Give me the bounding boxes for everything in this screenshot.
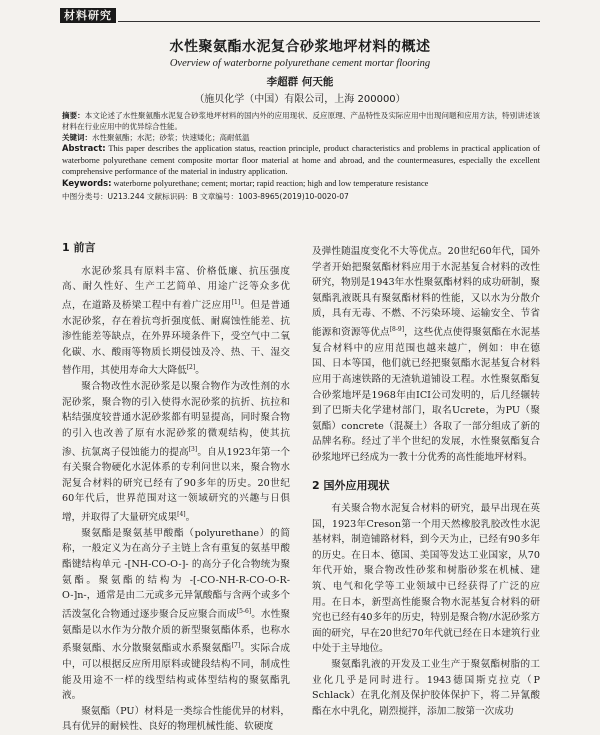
affiliation: （施贝化学（中国）有限公司，上海 200000） [194, 94, 406, 105]
keywords-en-text: waterborne polyurethane; cement; mortar; rapid reaction; high and low temperature resistance [113, 178, 429, 188]
english-title: Overview of waterborne polyurethane cement mortar flooring [169, 58, 431, 69]
paper-title: 水性聚氨酯水泥复合砂浆地坪材料的概述 [169, 39, 431, 55]
citation: [5-6] [236, 607, 252, 615]
abstract-zh-text: 本文论述了水性聚氨酯水泥复合砂浆地坪材料的国内外的应用现状、反应原理、产品特性及实际应用中出现问题和应用方法，特别讲述该材料在行业应用中的优异综合性能。 [62, 111, 541, 131]
left-column [62, 238, 290, 735]
citation: [8-9] [389, 325, 405, 333]
right-column [312, 244, 540, 719]
text-run: 。但是普通水泥砂浆，存在着抗弯折强度低、耐腐蚀性能差、抗渗性能差等缺点，在外界环境条件下，受空气中二氧化碳、水、酸雨等物质长期侵蚀及冷、热、干、湿交替作用，其使用寿命大大降低 [62, 299, 291, 377]
right-paragraph-2: 有关聚合物水泥复合材料的研究，最早出现在英国，1923年Creson第一个用天然橡胶乳胶改性水泥基材料，制造铺路材料，到今天为止，已经有90多年的历史。在日本、德国、美国等发达工业国家，从70年代开始，聚合物改性砂浆和树脂砂浆在机械、建筑、电气和化学等工业领域中已经获得了广泛的应用。在日本，新型高性能聚合物水泥基复合材料的研究也已经有40多年的历史，特别是聚合物/水泥砂浆方面的研究，早在20世纪70年代就已经在日本建筑行业中处于主导地位。 [312, 503, 540, 655]
text-run: 及弹性随温度变化不大等优点。20世纪60年代，国外学者开始把聚氨酯材料应用于水泥基复合材料的改性研究，物别是1943年水性聚氨酯材料的成功研制，聚氨酯乳液既具有聚氨酯材料的性能，又以水为分散介质，具有无毒、不燃、不污染环境、运输安全、节省能源和资源等优点 [312, 246, 540, 339]
text-run: 聚合物改性水泥砂浆是以聚合物作为改性剂的水泥砂浆，聚合物的引入使得水泥砂浆的抗折、抗拉和粘结强度较普通水泥砂浆都有明显提高，同时聚合物的引入也改善了原有水泥砂浆的微观结构，使其抗渗、抗氯离子侵蚀能力的提高 [62, 381, 290, 458]
keywords-en [62, 178, 540, 190]
citation: [3] [188, 445, 198, 453]
left-paragraph-4: 聚氨酯（PU）材料是一类综合性能优异的材料，具有优异的耐候性、良好的物理机械性能、软硬度 [62, 705, 290, 733]
right-paragraph-3: 聚氨酯乳液的开发及工业生产于聚氨酯树脂的工业化几乎是同时进行。1943德国斯克拉克（P Schlack）在乳化剂及保护胶体保护下，将二异氰酸酯在水中乳化，剧烈搅拌，添加二胺第一次成功 [312, 659, 540, 717]
keywords-zh-label: 关键词： [62, 133, 92, 142]
authors: 李超群 何天能 [266, 76, 334, 88]
keywords-zh [62, 132, 540, 143]
citation: [1] [231, 298, 241, 306]
abstract-block [62, 110, 540, 202]
keywords-en-label: Keywords: [62, 177, 112, 188]
citation: [2] [186, 364, 196, 372]
right-paragraph-1 [312, 244, 540, 466]
text-run: 。自从1923年第一个有关聚合物硬化水泥体系的专利问世以来，聚合物水泥复合材料的研究已经有了90多年的历史。20世纪60年代后，世界范围对这一领域研究的兴趣与日俱增，并取得了大量研究成果 [62, 446, 290, 524]
text-run: 。实际合成中，可以根据反应所用原料或键段结构不同，制成性能及用途不一样的线型结构或体型结构的聚氨酯乳液。 [62, 643, 291, 702]
section-tag: 材料研究 [60, 8, 116, 23]
abstract-zh-label: 摘要： [62, 111, 85, 120]
left-paragraph-2 [62, 379, 290, 526]
abstract-en [62, 143, 540, 178]
text-run: 。 [195, 365, 205, 377]
text-run: 水泥砂浆具有原料丰富、价格低廉、抗压强度高、耐久性好、生产工艺简单、用途广泛等众多优点，在道路及桥梁工程中有着广泛应用 [62, 265, 290, 311]
keywords-zh-text: 水性聚氨酯；水泥；砂浆；快速矮化；高耐低温 [92, 133, 250, 142]
text-run: 。 [185, 512, 196, 524]
journal-header [60, 8, 540, 24]
left-paragraph-1 [62, 264, 290, 380]
citation: [4] [177, 511, 186, 519]
header-rule [118, 21, 540, 22]
section-2-heading: 2 国外应用现状 [312, 478, 390, 492]
text-run: 聚氨酯是聚氨基甲酸酯（polyurethane）的简称，一般定义为在高分子主链上含有重复的氨基甲酸酯键结构单元 -[NH-CO-O-]- 的高分子化合物统为聚氨酯。聚氨酯的结构为 -[-CO-NH-R-CO-O-R-O-]n-，通常是由二元或多元异氰酸酯与含两个或多个活泼氢化合物通过逐步聚合反应聚合而成 [62, 527, 290, 620]
abstract-en-label: Abstract: [62, 143, 106, 153]
left-paragraph-3 [62, 526, 290, 704]
text-run: ，这些优点使得聚氨酯在水泥基复合材料中的应用范围也越来越广，例如：申在德国、日本等国，他们就已经把聚氨酯水泥基复合材料应用于高速铁路的无渣轨道铺设工程。水性聚氨酯复合砂浆地坪是1968年由ICI公司发明的，后几经辗转到了巴斯夫化学建材部门，取名Ucrete，为PU（聚氨酯）concrete（混凝土）各取了一部分组成了新的品牌名称。经过了半个世纪的发展，水性聚氨酯复合砂浆地坪已经成为一教十分优秀的高性能地坪材料。 [312, 327, 541, 463]
abstract-zh [62, 110, 540, 132]
classification-ids: 中图分类号：U213.244 文献标识码：B 文章编号：1003-8965(2019)10-0020-07 [62, 192, 349, 201]
section-1-heading: 1 前言 [62, 241, 96, 254]
abstract-en-text: This paper describes the application status, reaction principle, product characteristics and problems in practical application of waterborne polyurethane cement composite mortar floor material at home and abroad, and the countermeasures, especially the excellent comprehensive performance of the material in industry application. [62, 144, 540, 176]
citation: [7] [231, 642, 241, 650]
text-run: 。水性聚氨酯是以水作为分散介质的新型聚氨酯体系，也称水系聚氨酯、水分散聚氨酯或水系聚氨酯 [62, 609, 291, 655]
